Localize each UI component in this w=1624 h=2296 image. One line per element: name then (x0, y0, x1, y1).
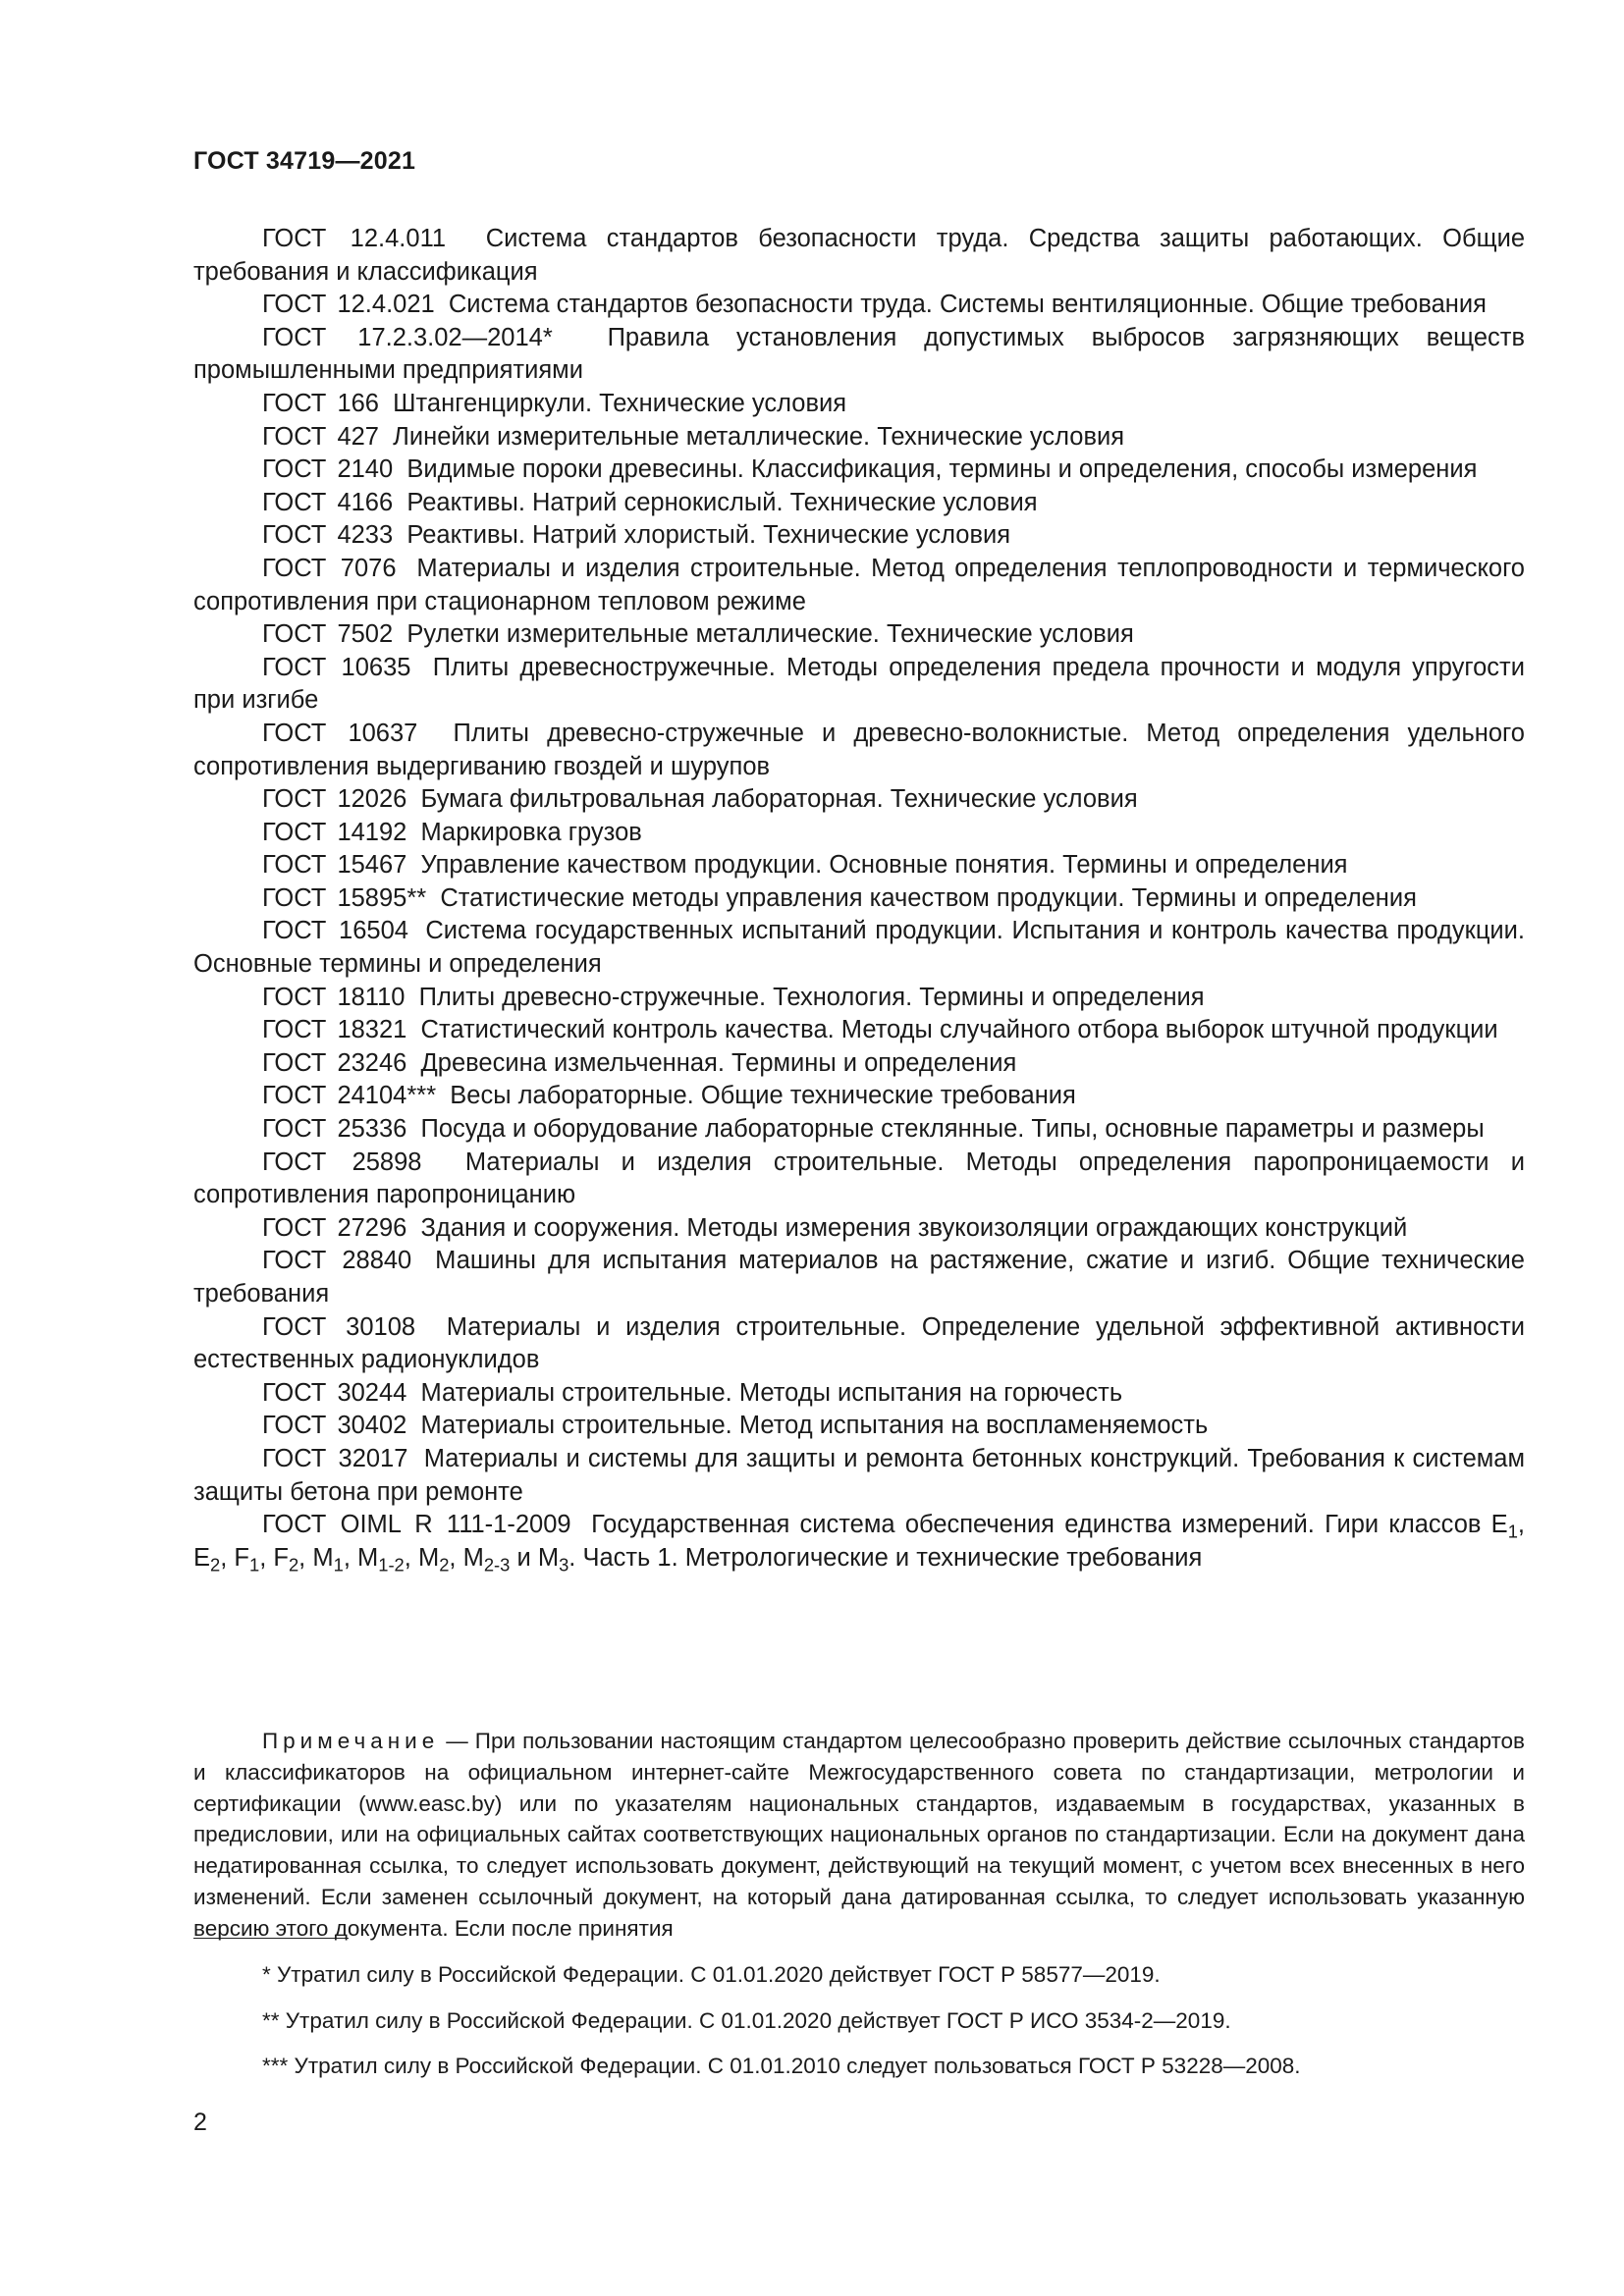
reference-title: Весы лабораторные. Общие технические требования (450, 1082, 1076, 1110)
weight-class-subscript: 2-3 (483, 1554, 511, 1575)
reference-code: ГОСТ 12.4.011 (262, 225, 447, 252)
reference-title: Реактивы. Натрий хлористый. Технические условия (406, 521, 1011, 550)
reference-code: ГОСТ 30244 (262, 1378, 407, 1407)
reference-title: Материалы и изделия строительные. Определение удельной эффективной активности естественных радионуклидов (193, 1312, 1525, 1374)
weight-class-separator: , (404, 1543, 418, 1572)
weight-class: E (193, 1543, 211, 1572)
reference-item (193, 1410, 1525, 1443)
note-text: — При пользовании настоящим стандартом целесообразно проверить действие ссылочных стандартов и классификаторов на официальном интернет-сайте Межгосударственного совета по стандартизации, метрологии и сертификации (www.easc.by) или по указателям национальных стандартов, издаваемым в государствах, указанных в предисловии, или на официальных сайтах соответствующих национальных органов по стандартизации. Если на документ дана недатированная ссылка, то следует использовать документ, действующий на текущий момент, с учетом всех внесенных в него изменений. Если заменен ссылочный документ, на который дана датированная ссылка, то следует использовать указанную версию этого документа. Если после принятия (193, 1729, 1525, 1941)
reference-title: Видимые пороки древесины. Классификация, термины и определения, способы измерения (406, 455, 1478, 484)
weight-class: F (273, 1543, 289, 1572)
weight-class-subscript: 2 (210, 1554, 221, 1575)
reference-code: ГОСТ 15467 (262, 851, 407, 880)
reference-code: ГОСТ 25898 (262, 1148, 422, 1176)
reference-title: Статистические методы управления качеством продукции. Термины и определения (440, 883, 1417, 912)
reference-item (193, 652, 1525, 718)
reference-title: Линейки измерительные металлические. Технические условия (393, 422, 1125, 451)
weight-class: M (312, 1543, 334, 1572)
weight-class-subscript: 2 (288, 1554, 299, 1575)
reference-code: ГОСТ 28840 (262, 1247, 412, 1275)
reference-title: Материалы и системы для защиты и ремонта бетонных конструкций. Требования к системам защиты бетона при ремонте (193, 1444, 1526, 1506)
weight-class: M (537, 1543, 560, 1572)
weight-class-subscript: 1 (333, 1554, 344, 1575)
reference-code: ГОСТ 7076 (262, 554, 397, 582)
reference-title: Материалы и изделия строительные. Метод определения теплопроводности и термического сопротивления при стационарном тепловом режиме (193, 554, 1525, 615)
reference-code: ГОСТ 18110 (262, 983, 406, 1011)
weight-class-separator: , (1517, 1511, 1525, 1539)
weight-class: E (1490, 1511, 1508, 1539)
weight-class-subscript: 1 (1507, 1521, 1518, 1542)
reference-item (193, 1377, 1525, 1411)
reference-code: ГОСТ 2140 (262, 455, 394, 484)
reference-item (193, 519, 1525, 553)
reference-code: ГОСТ 23246 (262, 1048, 407, 1077)
note-label: Примечание (262, 1729, 440, 1753)
reference-item (193, 1113, 1525, 1147)
reference-title: Система стандартов безопасности труда. Системы вентиляционные. Общие требования (448, 291, 1487, 319)
reference-title: Рулетки измерительные металлические. Технические условия (406, 620, 1134, 649)
reference-code: ГОСТ 18321 (262, 1016, 407, 1044)
reference-code: ГОСТ 30402 (262, 1412, 407, 1440)
reference-code: ГОСТ 4166 (262, 488, 394, 516)
reference-code: ГОСТ 12026 (262, 785, 407, 814)
weight-class: M (462, 1543, 484, 1572)
footnote-divider (193, 1938, 349, 1939)
reference-title: Правила установления допустимых выбросов загрязняющих веществ промышленными предприятиями (193, 323, 1525, 385)
reference-title: Древесина измельченная. Термины и определения (420, 1048, 1017, 1077)
page-header: ГОСТ 34719—2021 (193, 147, 416, 175)
weight-class-separator: , (259, 1543, 274, 1572)
footnote: * Утратил силу в Российской Федерации. С 01.01.2020 действует ГОСТ Р 58577—2019. (262, 1962, 1161, 1987)
reference-code: ГОСТ 14192 (262, 818, 407, 846)
reference-item (193, 1047, 1525, 1081)
reference-title: Машины для испытания материалов на растяжение, сжатие и изгиб. Общие технические требования (193, 1247, 1525, 1308)
reference-item (193, 982, 1525, 1015)
weight-class: M (356, 1543, 379, 1572)
reference-title: Материалы и изделия строительные. Методы определения паропроницаемости и сопротивления паропроницанию (193, 1148, 1526, 1209)
normative-references-list (193, 223, 1525, 1575)
reference-title: Реактивы. Натрий сернокислый. Технические условия (406, 488, 1038, 516)
reference-item (193, 817, 1525, 850)
weight-class-separator: , (449, 1543, 463, 1572)
reference-title: Здания и сооружения. Методы измерения звукоизоляции ограждающих конструкций (420, 1213, 1408, 1242)
reference-code: ГОСТ 17.2.3.02—2014* (262, 323, 553, 351)
reference-title: Посуда и оборудование лабораторные стеклянные. Типы, основные параметры и размеры (420, 1115, 1485, 1144)
reference-code: ГОСТ 10635 (262, 653, 411, 681)
reference-item (193, 454, 1525, 487)
reference-title: Материалы строительные. Метод испытания на воспламеняемость (420, 1412, 1209, 1440)
reference-item (193, 718, 1525, 783)
reference-code: ГОСТ 24104*** (262, 1082, 437, 1110)
weight-class-separator: и (510, 1543, 538, 1572)
weight-class: F (234, 1543, 249, 1572)
reference-code: ГОСТ 32017 (262, 1444, 408, 1472)
reference-title: Плиты древесно-стружечные и древесно-волокнистые. Метод определения удельного сопротивления выдергиванию гвоздей и шурупов (193, 719, 1525, 780)
reference-code: ГОСТ 25336 (262, 1115, 407, 1144)
reference-item (193, 1014, 1525, 1047)
reference-title: Материалы строительные. Методы испытания на горючесть (420, 1378, 1123, 1407)
reference-code: ГОСТ 15895** (262, 883, 427, 912)
reference-item (193, 882, 1525, 916)
reference-item-oiml (193, 1509, 1525, 1575)
reference-code: ГОСТ 427 (262, 422, 379, 451)
reference-item (193, 1245, 1525, 1310)
reference-code: ГОСТ 16504 (262, 917, 408, 945)
reference-item (193, 421, 1525, 454)
footnote: ** Утратил силу в Российской Федерации. С 01.01.2020 действует ГОСТ Р ИСО 3534-2—2019. (262, 2007, 1231, 2033)
weight-class-separator: , (343, 1543, 357, 1572)
reference-item (193, 783, 1525, 817)
weight-class-subscript: 3 (559, 1554, 569, 1575)
reference-title: Система государственных испытаний продукции. Испытания и контроль качества продукции. Основные термины и определения (193, 917, 1525, 979)
reference-title: Плиты древесно-стружечные. Технология. Термины и определения (418, 983, 1205, 1011)
reference-title: Маркировка грузов (420, 818, 642, 846)
reference-code: ГОСТ 12.4.021 (262, 291, 435, 319)
reference-item (193, 915, 1525, 981)
reference-code: ГОСТ 166 (262, 389, 379, 417)
reference-code: ГОСТ 4233 (262, 521, 394, 550)
weight-class-subscript: 1-2 (378, 1554, 405, 1575)
reference-item (193, 322, 1525, 388)
reference-code: ГОСТ 27296 (262, 1213, 407, 1242)
reference-item (193, 1311, 1525, 1377)
reference-title-tail: . Часть 1. Метрологические и технические требования (568, 1543, 1203, 1572)
reference-item (193, 1147, 1525, 1212)
weight-class-subscript: 1 (248, 1554, 260, 1575)
page-number: 2 (193, 2109, 207, 2136)
reference-title: Управление качеством продукции. Основные понятия. Термины и определения (420, 851, 1348, 880)
weight-class-separator: , (298, 1543, 313, 1572)
note-paragraph (193, 1726, 1525, 1945)
reference-item (193, 223, 1525, 289)
reference-code: ГОСТ 7502 (262, 620, 394, 649)
reference-item (193, 1443, 1525, 1509)
reference-title: Государственная система обеспечения единства измерений. Гири классов (591, 1511, 1482, 1539)
reference-item (193, 618, 1525, 652)
reference-title: Плиты древесностружечные. Методы определения предела прочности и модуля упругости при изгибе (193, 653, 1525, 715)
reference-code: ГОСТ OIML R 111-1-2009 (262, 1511, 571, 1539)
reference-code: ГОСТ 10637 (262, 719, 418, 747)
reference-item (193, 1212, 1525, 1246)
reference-item (193, 849, 1525, 882)
reference-item (193, 388, 1525, 421)
reference-code: ГОСТ 30108 (262, 1312, 416, 1341)
reference-item (193, 1080, 1525, 1113)
weight-class-separator: , (220, 1543, 235, 1572)
reference-title: Система стандартов безопасности труда. Средства защиты работающих. Общие требования и классификация (193, 225, 1526, 286)
reference-item (193, 553, 1525, 618)
reference-title: Штангенциркули. Технические условия (393, 389, 847, 417)
weight-class: M (417, 1543, 440, 1572)
reference-title: Статистический контроль качества. Методы случайного отбора выборок штучной продукции (420, 1016, 1498, 1044)
reference-item (193, 487, 1525, 520)
footnotes (262, 1961, 1525, 2099)
weight-class-subscript: 2 (439, 1554, 450, 1575)
footnote: *** Утратил силу в Российской Федерации. С 01.01.2010 следует пользоваться ГОСТ Р 53228—2008. (262, 2054, 1301, 2078)
reference-item (193, 289, 1525, 322)
reference-title: Бумага фильтровальная лабораторная. Технические условия (420, 785, 1138, 814)
